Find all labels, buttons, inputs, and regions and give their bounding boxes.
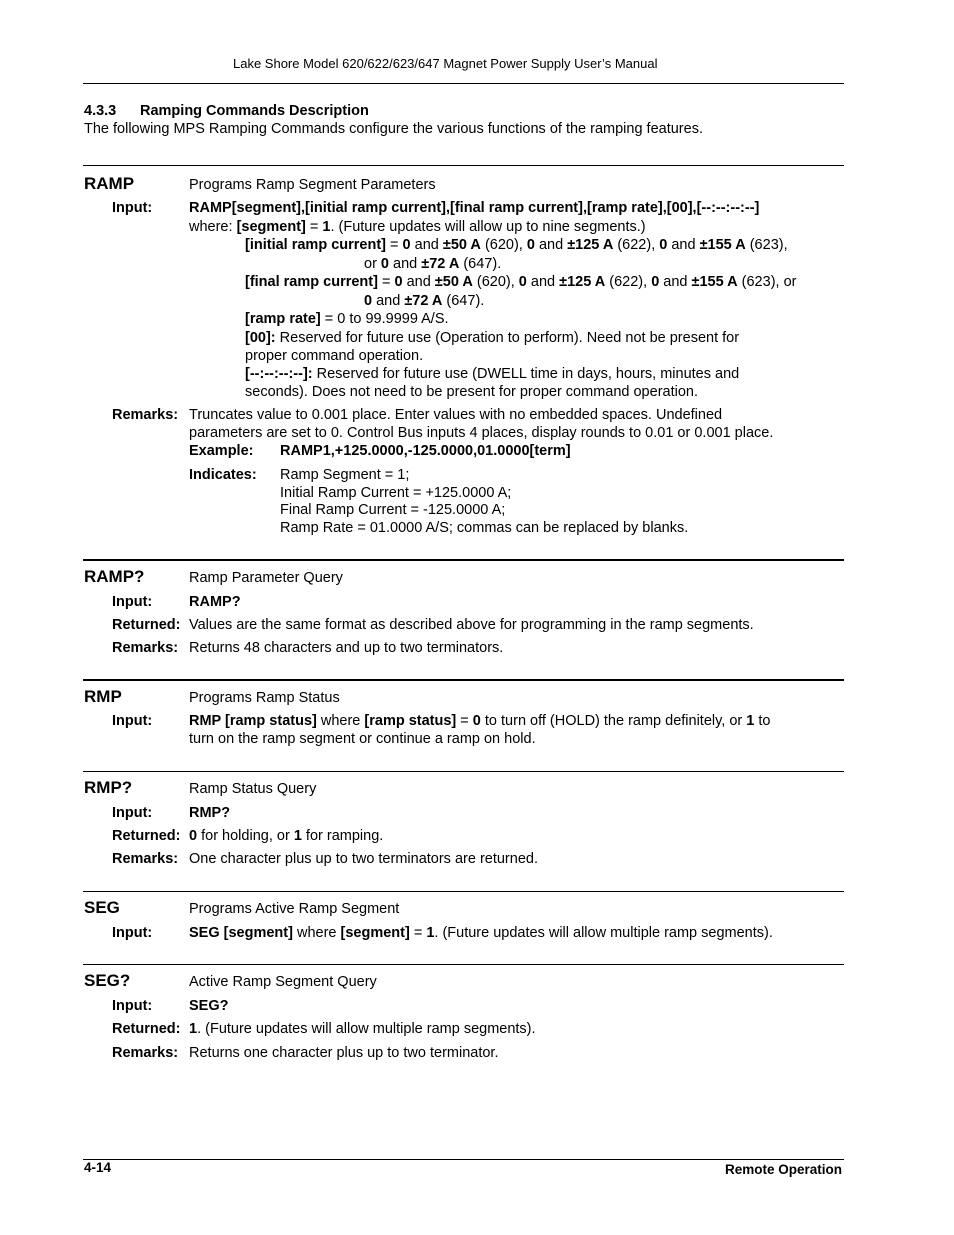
- input-syntax: RAMP[segment],[initial ramp current],[final ramp current],[ramp rate],[00],[--:--:--:--]: [189, 200, 760, 216]
- input-label: Input:: [112, 594, 153, 610]
- input-syntax: SEG [segment] where [segment] = 1. (Future updates will allow multiple ramp segments).: [189, 925, 773, 941]
- command-name: RAMP?: [84, 567, 145, 586]
- remarks-text: Returns one character plus up to two terminator.: [189, 1045, 499, 1061]
- param-initial-ramp-current: [initial ramp current] = 0 and ±50 A (620), 0 and ±125 A (622), 0 and ±155 A (623),: [245, 237, 788, 253]
- param-final-ramp-current-cont: 0 and ±72 A (647).: [364, 293, 485, 309]
- input-syntax-cont: turn on the ramp segment or continue a ramp on hold.: [189, 731, 536, 747]
- returned-text: Values are the same format as described above for programming in the ramp segments.: [189, 617, 754, 633]
- indicates-line: Initial Ramp Current = +125.0000 A;: [280, 485, 512, 501]
- command-name: RMP: [84, 687, 122, 706]
- command-name: RAMP: [84, 174, 135, 193]
- indicates-line: Final Ramp Current = -125.0000 A;: [280, 502, 506, 518]
- indicates-label: Indicates:: [189, 467, 257, 483]
- divider: [83, 891, 844, 892]
- returned-label: Returned:: [112, 1021, 181, 1037]
- param-dwell-cont: seconds). Does not need to be present for proper command operation.: [245, 384, 698, 400]
- input-label: Input:: [112, 998, 153, 1014]
- input-label: Input:: [112, 925, 153, 941]
- command-description: Programs Ramp Segment Parameters: [189, 177, 436, 193]
- input-syntax: RMP [ramp status] where [ramp status] = 0 to turn off (HOLD) the ramp definitely, or 1 to: [189, 713, 771, 729]
- remarks-text: One character plus up to two terminators are returned.: [189, 851, 538, 867]
- remarks-label: Remarks:: [112, 851, 179, 867]
- where-label: where:: [189, 219, 233, 235]
- remarks-text-cont: parameters are set to 0. Control Bus inputs 4 places, display rounds to 0.01 or 0.001 place.: [189, 425, 774, 441]
- command-name: RMP?: [84, 778, 133, 797]
- param-dwell: [--:--:--:--]: Reserved for future use (DWELL time in days, hours, minutes and: [245, 366, 740, 382]
- input-label: Input:: [112, 713, 153, 729]
- input-syntax: RAMP?: [189, 594, 241, 610]
- section-intro: The following MPS Ramping Commands configure the various functions of the ramping features.: [84, 121, 703, 137]
- indicates-line: Ramp Rate = 01.0000 A/S; commas can be replaced by blanks.: [280, 520, 689, 536]
- param-final-ramp-current: [final ramp current] = 0 and ±50 A (620), 0 and ±125 A (622), 0 and ±155 A (623), or: [245, 274, 797, 290]
- returned-text: 0 for holding, or 1 for ramping.: [189, 828, 384, 844]
- param-00: [00]: Reserved for future use (Operation to perform). Need not be present for: [245, 330, 740, 346]
- divider: [83, 771, 844, 772]
- command-description: Programs Ramp Status: [189, 690, 340, 706]
- input-syntax: SEG?: [189, 998, 229, 1014]
- divider: [83, 165, 844, 166]
- returned-text: 1. (Future updates will allow multiple ramp segments).: [189, 1021, 536, 1037]
- param-ramp-rate: [ramp rate] = 0 to 99.9999 A/S.: [245, 311, 449, 327]
- section-number: 4.3.3: [84, 103, 117, 119]
- divider: [83, 964, 844, 965]
- command-name: SEG: [84, 898, 120, 917]
- remarks-label: Remarks:: [112, 1045, 179, 1061]
- command-description: Programs Active Ramp Segment: [189, 901, 400, 917]
- input-label: Input:: [112, 200, 153, 216]
- command-description: Ramp Status Query: [189, 781, 317, 797]
- section-title: Ramping Commands Description: [140, 103, 369, 119]
- command-name: SEG?: [84, 971, 131, 990]
- divider: [83, 559, 844, 561]
- param-00-cont: proper command operation.: [245, 348, 424, 364]
- remarks-label: Remarks:: [112, 640, 179, 656]
- remarks-label: Remarks:: [112, 407, 179, 423]
- input-syntax: RMP?: [189, 805, 231, 821]
- returned-label: Returned:: [112, 617, 181, 633]
- header-rule: [83, 83, 844, 84]
- running-header: Lake Shore Model 620/622/623/647 Magnet Power Supply User’s Manual: [233, 56, 658, 71]
- footer-section: Remote Operation: [724, 1162, 842, 1177]
- remarks-text: Returns 48 characters and up to two terminators.: [189, 640, 504, 656]
- input-label: Input:: [112, 805, 153, 821]
- command-description: Active Ramp Segment Query: [189, 974, 377, 990]
- indicates-line: Ramp Segment = 1;: [280, 467, 410, 483]
- param-initial-ramp-current-cont: or 0 and ±72 A (647).: [364, 256, 502, 272]
- example-label: Example:: [189, 443, 254, 459]
- page-number: 4-14: [84, 1160, 112, 1175]
- returned-label: Returned:: [112, 828, 181, 844]
- param-segment: where: [segment] = 1. (Future updates will allow up to nine segments.): [189, 219, 646, 235]
- example-text: RAMP1,+125.0000,-125.0000,01.0000[term]: [280, 443, 571, 459]
- divider: [83, 679, 844, 681]
- footer-rule: [83, 1159, 844, 1160]
- remarks-text: Truncates value to 0.001 place. Enter values with no embedded spaces. Undefined: [189, 407, 723, 423]
- command-description: Ramp Parameter Query: [189, 570, 343, 586]
